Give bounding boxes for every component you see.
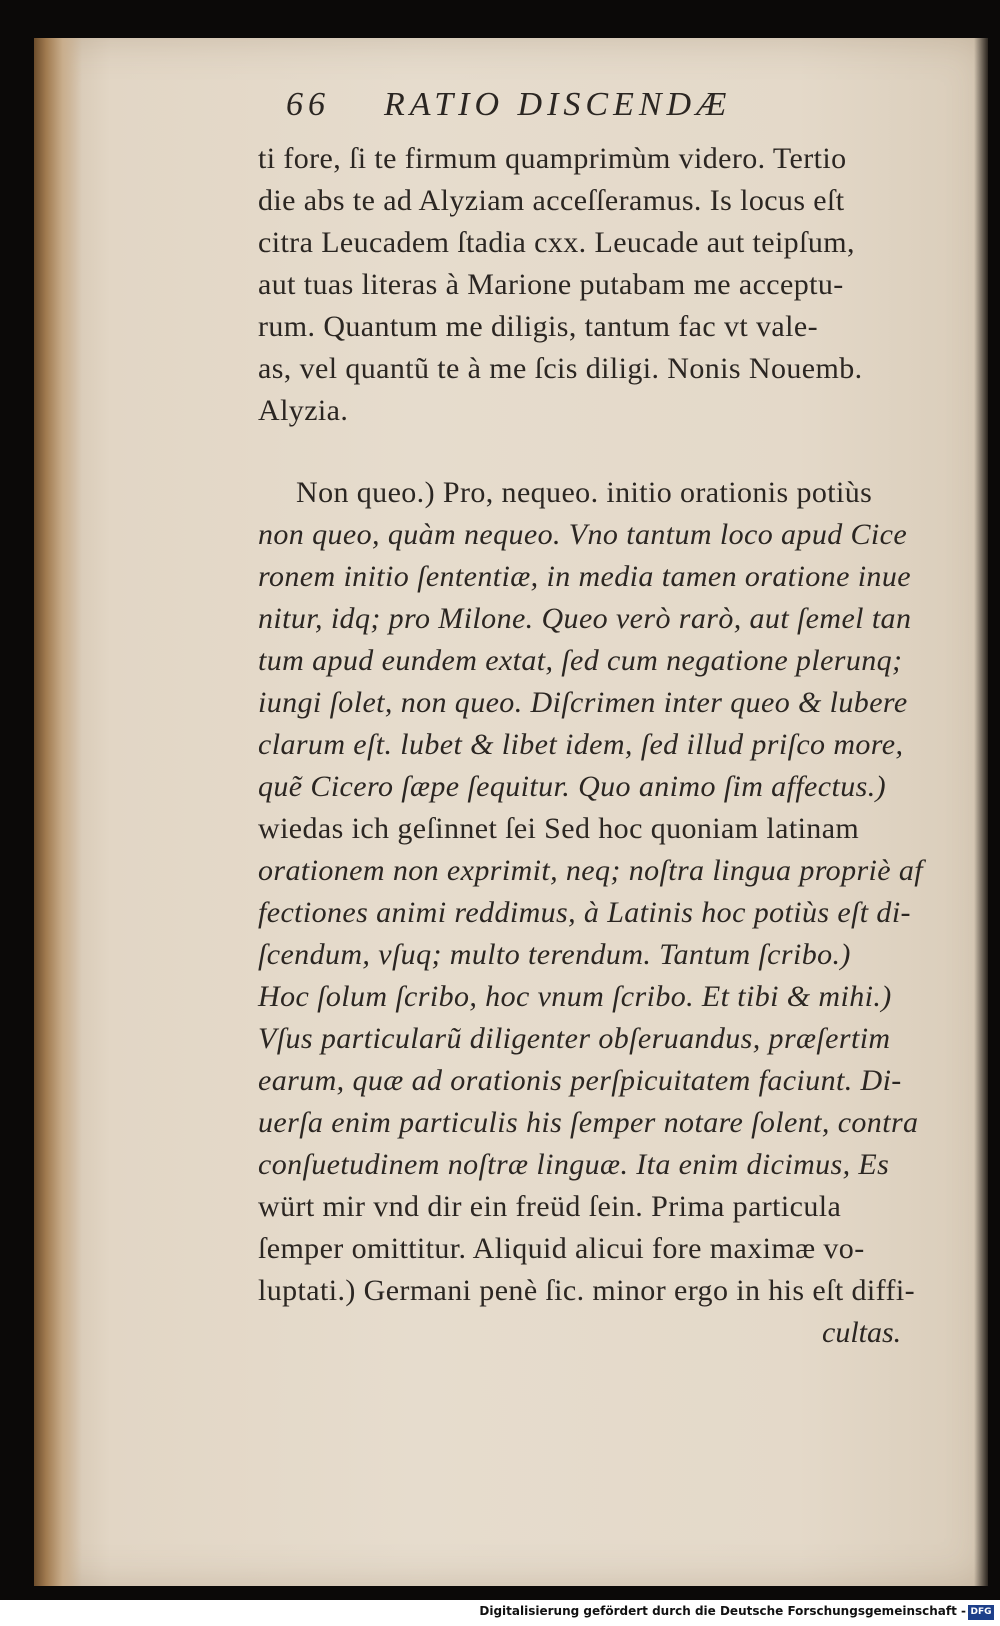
text-line: earum, quæ ad orationis perſpicuitatem faciunt. Di- [258, 1064, 902, 1097]
text-line: aut tuas literas à Marione putabam me acceptu- [258, 268, 844, 301]
text-line: as, vel quantũ te à me ſcis diligi. Nonis Nouemb. [258, 352, 863, 385]
text-line: Hoc ſolum ſcribo, hoc vnum ſcribo. Et tibi & mihi.) [258, 980, 892, 1013]
text-line: würt mir vnd dir ein freüd ſein. Prima particula [258, 1190, 842, 1223]
page-right-edge [974, 38, 988, 1586]
text-line: ſemper omittitur. Aliquid alicui fore maximæ vo- [258, 1232, 865, 1265]
text-line: uerſa enim particulis his ſemper notare ſolent, contra [258, 1106, 919, 1139]
page-gutter-shadow [34, 38, 82, 1586]
page-header [286, 86, 731, 124]
text-line: citra Leucadem ſtadia cxx. Leucade aut teipſum, [258, 226, 855, 259]
text-line: nitur, idq; pro Milone. Queo verò rarò, aut ſemel tan [258, 602, 912, 635]
text-line: ti fore, ſi te firmum quamprimùm videro. Tertio [258, 142, 847, 175]
text-line: luptati.) Germani penè ſic. minor ergo in his eſt diffi- [258, 1274, 915, 1307]
text-line: die abs te ad Alyziam acceſſeramus. Is locus eſt [258, 184, 845, 217]
text-line: conſuetudinem noſtræ linguæ. Ita enim dicimus, Es [258, 1148, 890, 1181]
digitization-credit: Digitalisierung gefördert durch die Deutsche Forschungsgemeinschaft - [479, 1604, 966, 1618]
text-line: rum. Quantum me diligis, tantum fac vt vale- [258, 310, 818, 343]
text-line: non queo, quàm nequeo. Vno tantum loco apud Cice [258, 518, 908, 551]
text-line: ſcendum, vſuq; multo terendum. Tantum ſcribo.) [258, 938, 851, 971]
text-line: Vſus particularũ diligenter obſeruandus, præſertim [258, 1022, 891, 1055]
text-line: ronem initio ſententiæ, in media tamen oratione inue [258, 560, 911, 593]
text-line: Non queo.) Pro, nequeo. initio orationis potiùs [296, 476, 873, 509]
text-line: fectiones animi reddimus, à Latinis hoc potiùs eſt di- [258, 896, 911, 929]
text-line: quẽ Cicero ſæpe ſequitur. Quo animo ſim affectus.) [258, 770, 886, 803]
page-number: 66 [286, 86, 330, 123]
text-line: iungi ſolet, non queo. Diſcrimen inter queo & lubere [258, 686, 908, 719]
dfg-logo: DFG [968, 1605, 994, 1620]
text-line: tum apud eundem extat, ſed cum negatione plerunq; [258, 644, 903, 677]
text-line: wiedas ich geſinnet ſei Sed hoc quoniam latinam [258, 812, 860, 845]
catchword: cultas. [822, 1316, 902, 1349]
text-line: orationem non exprimit, neq; noſtra lingua propriè af [258, 854, 924, 887]
running-head: RATIO DISCENDÆ [384, 86, 732, 123]
text-line: clarum eſt. lubet & libet idem, ſed illud priſco more, [258, 728, 904, 761]
text-line: Alyzia. [258, 394, 349, 427]
